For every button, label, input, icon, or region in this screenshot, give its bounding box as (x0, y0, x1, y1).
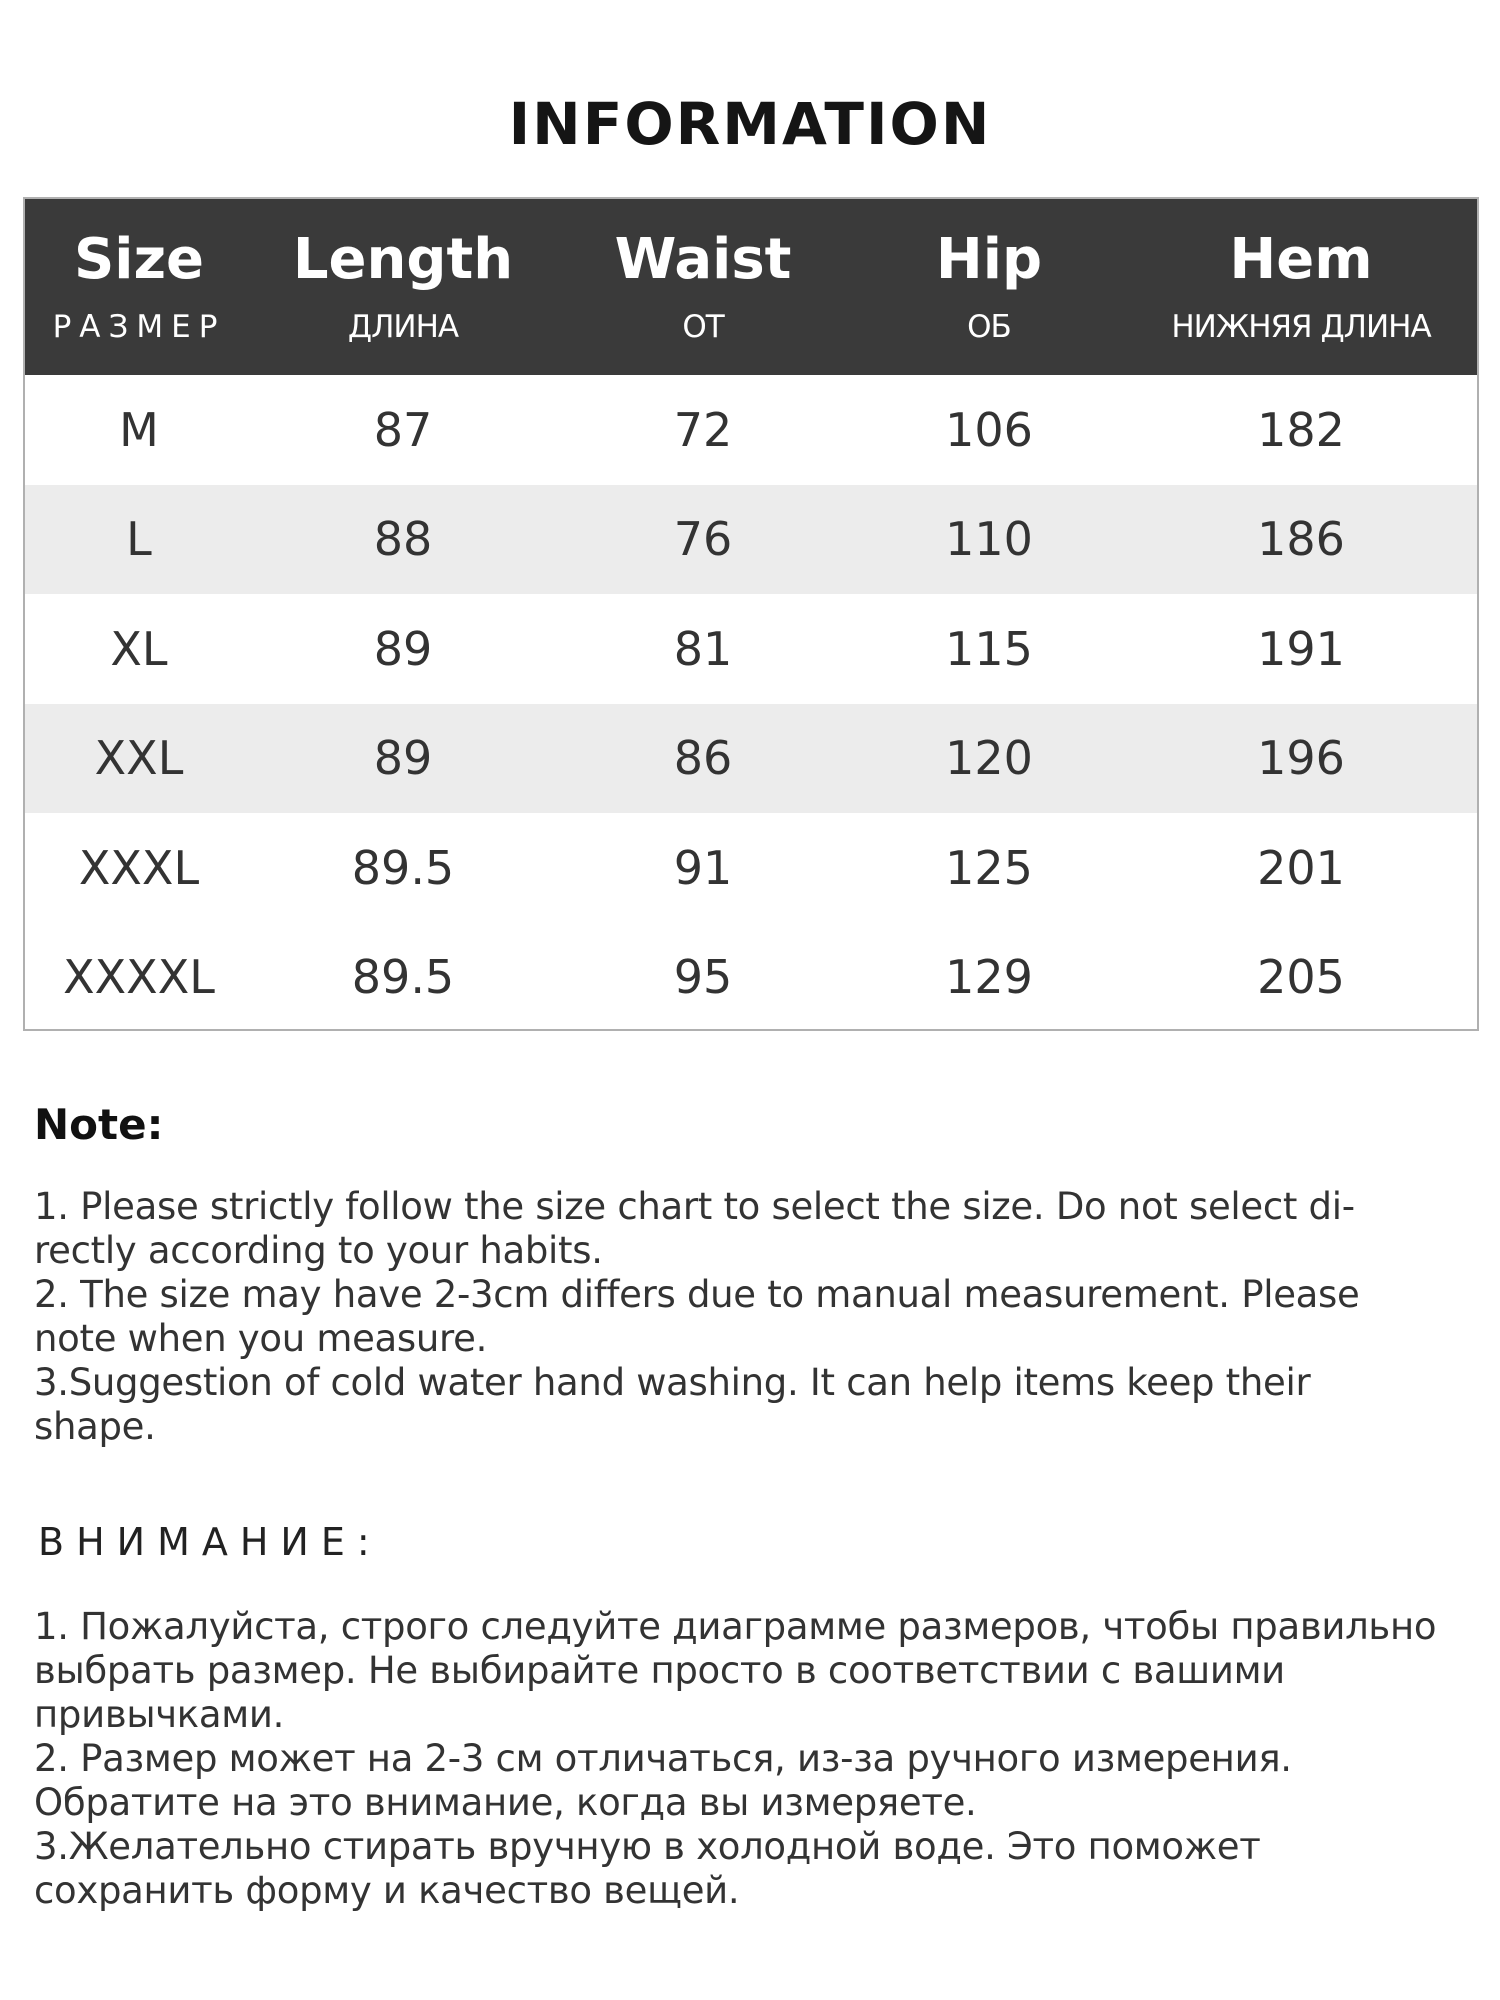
cell-waist: 76 (673, 512, 733, 567)
ru-note-line: 1. Пожалуйста, строго следуйте диаграмме размеров, чтобы правильно (34, 1605, 1437, 1648)
note-text (34, 1185, 1474, 1449)
note-line: note when you measure. (34, 1317, 488, 1360)
ru-note-line: Обратите на это внимание, когда вы измеряете. (34, 1781, 977, 1824)
header-hem (1125, 199, 1477, 375)
cell-waist: 86 (673, 731, 733, 786)
ru-note-line: сохранить форму и качество вещей. (34, 1869, 740, 1912)
header-size-ru: РАЗМЕР (52, 309, 226, 345)
cell-hem: 201 (1257, 840, 1345, 895)
cell-hem: 182 (1257, 402, 1345, 457)
table-row (25, 813, 1477, 923)
header-size (25, 199, 253, 375)
header-hip (853, 199, 1125, 375)
table-row (25, 704, 1477, 814)
cell-hip: 106 (945, 402, 1033, 457)
note-heading: Note: (34, 1100, 164, 1149)
note-line: rectly according to your habits. (34, 1229, 603, 1272)
note-line: 3.Suggestion of cold water hand washing. It can help items keep their (34, 1361, 1311, 1404)
header-hem-ru: НИЖНЯЯ ДЛИНА (1171, 309, 1431, 345)
page-title: INFORMATION (508, 90, 992, 158)
header-waist-ru: ОТ (682, 309, 724, 345)
header-hip-ru: ОБ (967, 309, 1011, 345)
cell-size: XL (110, 621, 168, 676)
table-row (25, 594, 1477, 704)
cell-hip: 125 (945, 840, 1033, 895)
cell-hem: 205 (1257, 950, 1345, 1005)
header-length-ru: ДЛИНА (347, 309, 459, 345)
cell-length: 87 (373, 402, 433, 457)
ru-note-line: привычками. (34, 1693, 285, 1736)
cell-waist: 81 (673, 621, 733, 676)
cell-hem: 196 (1257, 731, 1345, 786)
cell-size: L (126, 512, 152, 567)
size-table (23, 197, 1479, 1031)
cell-length: 88 (373, 512, 433, 567)
table-row (25, 923, 1477, 1032)
cell-hip: 129 (945, 950, 1033, 1005)
cell-length: 89.5 (351, 840, 455, 895)
table-row (25, 485, 1477, 595)
cell-waist: 95 (673, 950, 733, 1005)
table-row (25, 375, 1477, 485)
header-waist-en: Waist (614, 227, 792, 292)
cell-length: 89 (373, 621, 433, 676)
note-line: shape. (34, 1405, 156, 1448)
note-line: 2. The size may have 2-3cm differs due to manual measurement. Please (34, 1273, 1360, 1316)
cell-waist: 91 (673, 840, 733, 895)
header-waist (553, 199, 853, 375)
header-length (253, 199, 553, 375)
cell-hem: 191 (1257, 621, 1345, 676)
cell-hip: 120 (945, 731, 1033, 786)
cell-length: 89 (373, 731, 433, 786)
ru-note-text (34, 1605, 1474, 1913)
header-hem-en: Hem (1229, 227, 1373, 292)
header-size-en: Size (73, 227, 205, 292)
cell-waist: 72 (673, 402, 733, 457)
ru-note-line: 2. Размер может на 2-3 см отличаться, из-за ручного измерения. (34, 1737, 1292, 1780)
ru-note-heading: ВНИМАНИЕ: (38, 1520, 382, 1564)
header-length-en: Length (292, 227, 514, 292)
cell-length: 89.5 (351, 950, 455, 1005)
cell-size: XXXL (78, 840, 200, 895)
cell-hip: 115 (945, 621, 1033, 676)
cell-hem: 186 (1257, 512, 1345, 567)
header-hip-en: Hip (935, 227, 1043, 292)
ru-note-line: 3.Желательно стирать вручную в холодной воде. Это поможет (34, 1825, 1261, 1868)
cell-size: M (119, 402, 159, 457)
cell-size: XXL (94, 731, 184, 786)
ru-note-line: выбрать размер. Не выбирайте просто в соответствии с вашими (34, 1649, 1285, 1692)
cell-size: XXXXL (63, 950, 215, 1005)
cell-hip: 110 (945, 512, 1033, 567)
table-header (25, 199, 1477, 375)
note-line: 1. Please strictly follow the size chart to select the size. Do not select di- (34, 1185, 1355, 1228)
